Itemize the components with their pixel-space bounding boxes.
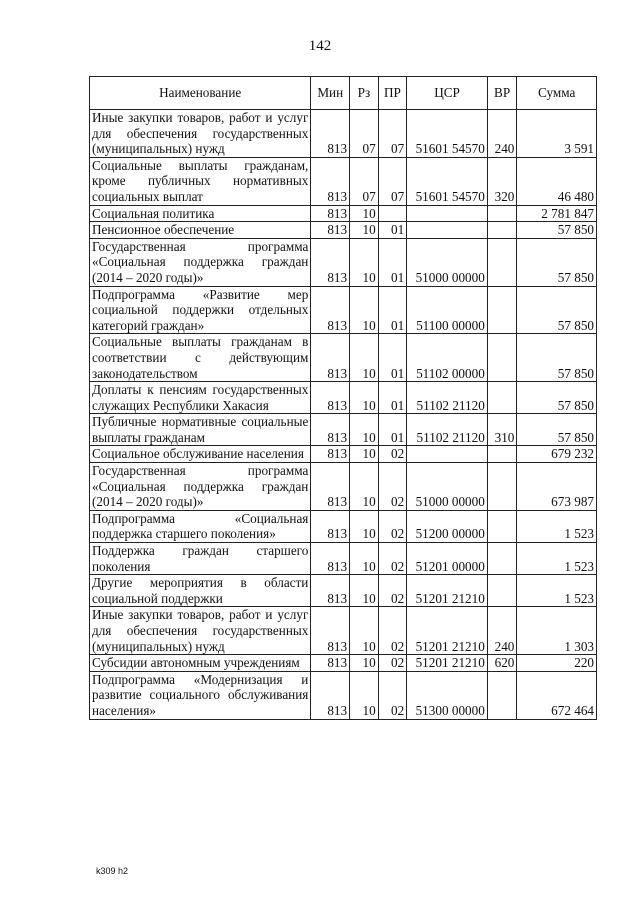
cell-vr [487, 334, 517, 382]
cell-min: 813 [311, 671, 350, 719]
cell-rz: 10 [350, 414, 379, 446]
cell-csr [407, 205, 488, 222]
cell-min: 813 [311, 510, 350, 542]
cell-name: Иные закупки товаров, работ и услуг для обеспечения государственных (муниципальных) нужд [90, 607, 311, 655]
cell-vr [487, 463, 517, 511]
cell-csr: 51201 21210 [407, 655, 488, 672]
table-row [90, 446, 597, 463]
header-sum: Сумма [517, 77, 597, 110]
cell-sum: 3 591 [517, 110, 597, 158]
cell-csr: 51102 21120 [407, 414, 488, 446]
cell-pr: 01 [378, 286, 407, 334]
cell-min: 813 [311, 222, 350, 239]
table-row [90, 671, 597, 719]
cell-vr [487, 671, 517, 719]
cell-vr [487, 575, 517, 607]
cell-min: 813 [311, 446, 350, 463]
table-row [90, 463, 597, 511]
header-vr: ВР [487, 77, 517, 110]
cell-vr: 240 [487, 607, 517, 655]
cell-csr: 51000 00000 [407, 238, 488, 286]
cell-vr [487, 382, 517, 414]
table-row [90, 575, 597, 607]
cell-min: 813 [311, 157, 350, 205]
cell-vr [487, 286, 517, 334]
cell-name: Подпрограмма «Социальная поддержка старшего поколения» [90, 510, 311, 542]
table-row [90, 157, 597, 205]
cell-vr [487, 222, 517, 239]
cell-name: Социальные выплаты гражданам в соответствии с действующим законодательством [90, 334, 311, 382]
cell-vr: 620 [487, 655, 517, 672]
cell-sum: 57 850 [517, 222, 597, 239]
cell-csr: 51200 00000 [407, 510, 488, 542]
cell-pr: 01 [378, 414, 407, 446]
cell-name: Государственная программа «Социальная поддержка граждан (2014 – 2020 годы)» [90, 463, 311, 511]
cell-rz: 10 [350, 607, 379, 655]
table-row [90, 286, 597, 334]
cell-sum: 46 480 [517, 157, 597, 205]
cell-rz: 10 [350, 286, 379, 334]
table-row [90, 222, 597, 239]
cell-sum: 1 303 [517, 607, 597, 655]
table-row [90, 607, 597, 655]
cell-sum: 57 850 [517, 334, 597, 382]
table-row [90, 110, 597, 158]
cell-min: 813 [311, 238, 350, 286]
table-row [90, 334, 597, 382]
cell-csr: 51102 21120 [407, 382, 488, 414]
cell-pr: 02 [378, 510, 407, 542]
cell-vr: 320 [487, 157, 517, 205]
cell-name: Государственная программа «Социальная поддержка граждан (2014 – 2020 годы)» [90, 238, 311, 286]
cell-pr: 02 [378, 655, 407, 672]
header-min: Мин [311, 77, 350, 110]
footer-code: k309 h2 [96, 866, 129, 876]
cell-vr [487, 238, 517, 286]
cell-pr [378, 205, 407, 222]
cell-csr: 51201 21210 [407, 575, 488, 607]
cell-pr: 07 [378, 157, 407, 205]
cell-min: 813 [311, 463, 350, 511]
table-row [90, 205, 597, 222]
cell-csr: 51300 00000 [407, 671, 488, 719]
cell-pr: 02 [378, 607, 407, 655]
cell-rz: 10 [350, 334, 379, 382]
cell-csr [407, 222, 488, 239]
cell-name: Доплаты к пенсиям государственных служащих Республики Хакасия [90, 382, 311, 414]
cell-min: 813 [311, 110, 350, 158]
cell-min: 813 [311, 607, 350, 655]
table-row [90, 238, 597, 286]
cell-pr: 01 [378, 382, 407, 414]
cell-sum: 57 850 [517, 238, 597, 286]
cell-name: Социальное обслуживание населения [90, 446, 311, 463]
cell-name: Субсидии автономным учреждениям [90, 655, 311, 672]
cell-rz: 10 [350, 205, 379, 222]
cell-vr: 310 [487, 414, 517, 446]
cell-sum: 57 850 [517, 414, 597, 446]
cell-csr: 51601 54570 [407, 110, 488, 158]
header-name: Наименование [90, 77, 311, 110]
cell-rz: 10 [350, 446, 379, 463]
table-header [90, 77, 597, 110]
cell-min: 813 [311, 655, 350, 672]
cell-rz: 10 [350, 655, 379, 672]
cell-name: Поддержка граждан старшего поколения [90, 543, 311, 575]
cell-rz: 10 [350, 575, 379, 607]
header-rz: Рз [350, 77, 379, 110]
cell-name: Иные закупки товаров, работ и услуг для обеспечения государственных (муниципальных) нужд [90, 110, 311, 158]
budget-table [89, 76, 597, 720]
cell-csr: 51102 00000 [407, 334, 488, 382]
cell-rz: 10 [350, 543, 379, 575]
cell-rz: 10 [350, 222, 379, 239]
cell-sum: 57 850 [517, 382, 597, 414]
cell-sum: 57 850 [517, 286, 597, 334]
cell-rz: 10 [350, 238, 379, 286]
cell-vr: 240 [487, 110, 517, 158]
cell-min: 813 [311, 334, 350, 382]
cell-sum: 679 232 [517, 446, 597, 463]
cell-rz: 10 [350, 382, 379, 414]
cell-csr [407, 446, 488, 463]
cell-min: 813 [311, 382, 350, 414]
cell-name: Подпрограмма «Модернизация и развитие социального обслуживания населения» [90, 671, 311, 719]
cell-sum: 672 464 [517, 671, 597, 719]
cell-name: Публичные нормативные социальные выплаты гражданам [90, 414, 311, 446]
cell-pr: 01 [378, 222, 407, 239]
cell-pr: 02 [378, 575, 407, 607]
header-row [90, 77, 597, 110]
table-row [90, 655, 597, 672]
table-body [90, 110, 597, 720]
cell-min: 813 [311, 414, 350, 446]
cell-rz: 10 [350, 671, 379, 719]
table-row [90, 510, 597, 542]
cell-min: 813 [311, 286, 350, 334]
cell-csr: 51201 21210 [407, 607, 488, 655]
cell-pr: 02 [378, 543, 407, 575]
cell-csr: 51100 00000 [407, 286, 488, 334]
cell-rz: 07 [350, 110, 379, 158]
cell-pr: 02 [378, 446, 407, 463]
cell-sum: 673 987 [517, 463, 597, 511]
cell-sum: 1 523 [517, 575, 597, 607]
cell-rz: 10 [350, 463, 379, 511]
cell-pr: 01 [378, 334, 407, 382]
cell-vr [487, 510, 517, 542]
cell-vr [487, 205, 517, 222]
cell-csr: 51000 00000 [407, 463, 488, 511]
header-pr: ПР [378, 77, 407, 110]
cell-pr: 02 [378, 463, 407, 511]
table-row [90, 382, 597, 414]
cell-rz: 10 [350, 510, 379, 542]
cell-sum: 2 781 847 [517, 205, 597, 222]
cell-min: 813 [311, 543, 350, 575]
header-csr: ЦСР [407, 77, 488, 110]
cell-sum: 1 523 [517, 543, 597, 575]
cell-vr [487, 446, 517, 463]
cell-name: Социальная политика [90, 205, 311, 222]
cell-name: Социальные выплаты гражданам, кроме публичных нормативных социальных выплат [90, 157, 311, 205]
cell-sum: 1 523 [517, 510, 597, 542]
table-row [90, 543, 597, 575]
cell-vr [487, 543, 517, 575]
page-number: 142 [308, 38, 332, 54]
cell-sum: 220 [517, 655, 597, 672]
cell-pr: 07 [378, 110, 407, 158]
cell-csr: 51601 54570 [407, 157, 488, 205]
cell-rz: 07 [350, 157, 379, 205]
cell-pr: 01 [378, 238, 407, 286]
cell-csr: 51201 00000 [407, 543, 488, 575]
cell-name: Пенсионное обеспечение [90, 222, 311, 239]
cell-name: Другие мероприятия в области социальной поддержки [90, 575, 311, 607]
table-row [90, 414, 597, 446]
cell-pr: 02 [378, 671, 407, 719]
cell-min: 813 [311, 575, 350, 607]
cell-min: 813 [311, 205, 350, 222]
cell-name: Подпрограмма «Развитие мер социальной поддержки отдельных категорий граждан» [90, 286, 311, 334]
